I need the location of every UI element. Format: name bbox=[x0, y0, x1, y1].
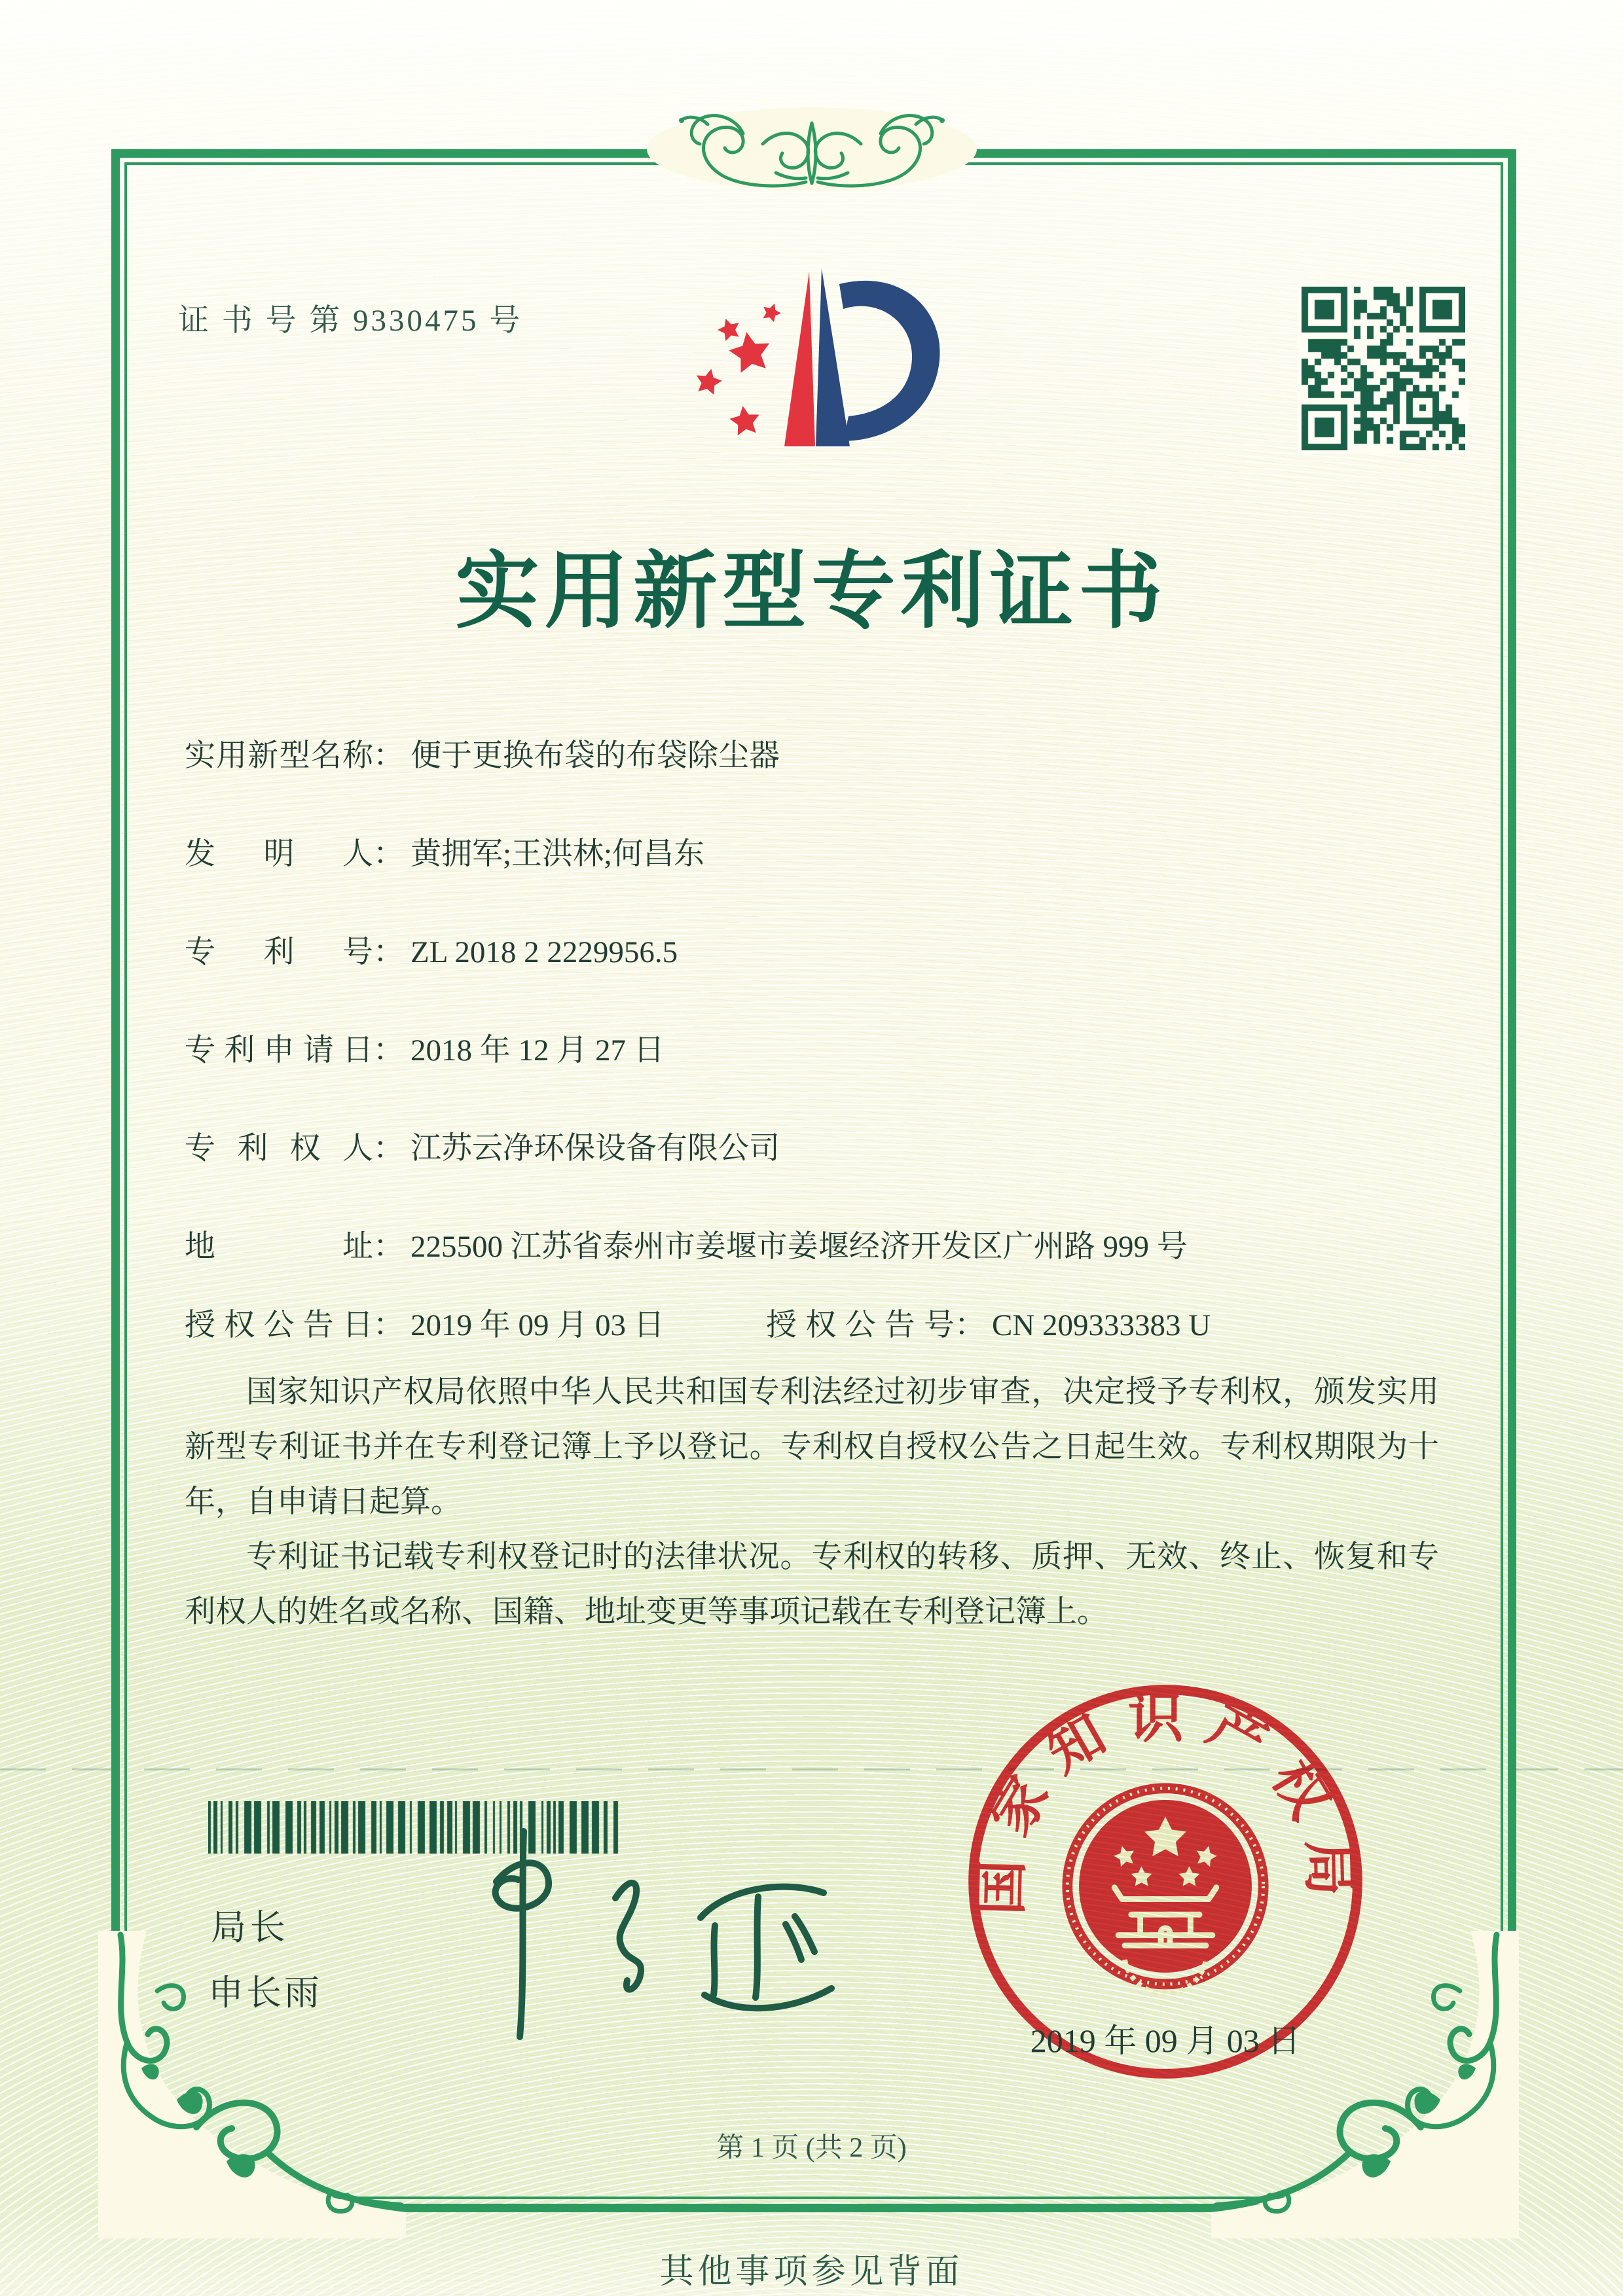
colon: ： bbox=[373, 1308, 404, 1342]
field-row-address bbox=[185, 1222, 1439, 1266]
field-label: 实用新型名称 bbox=[185, 739, 373, 773]
field-value: ZL 2018 2 2229956.5 bbox=[410, 935, 678, 969]
grant-number-pair bbox=[766, 1300, 1211, 1344]
field-value: 便于更换布袋的布袋除尘器 bbox=[410, 739, 780, 773]
field-label: 授权公告号 bbox=[766, 1308, 955, 1342]
cnipa-logo-icon bbox=[680, 250, 961, 466]
field-row-inventors bbox=[185, 829, 1439, 873]
handwritten-signature-icon bbox=[419, 1820, 890, 2055]
field-row-patentee bbox=[185, 1124, 1439, 1168]
field-label: 专利申请日 bbox=[185, 1033, 373, 1067]
seal-date: 2019 年 09 月 03 日 bbox=[1030, 2022, 1301, 2059]
field-value: 2019 年 09 月 03 日 bbox=[410, 1308, 665, 1342]
legal-paragraph: 国家知识产权局依照中华人民共和国专利法经过初步审查，决定授予专利权，颁发实用新型专利证书并在专利登记簿上予以登记。专利权自授权公告之日起生效。专利权期限为十年，自申请日起算。 bbox=[185, 1375, 1439, 1519]
colon: ： bbox=[373, 837, 404, 871]
field-row-name bbox=[185, 731, 1439, 775]
colon: ： bbox=[955, 1308, 985, 1342]
field-row-patent-no bbox=[185, 927, 1439, 971]
legal-text bbox=[185, 1365, 1439, 1640]
national-emblem-icon bbox=[1067, 1788, 1263, 1994]
twin-dragon-ornament-icon bbox=[645, 105, 979, 193]
colon: ： bbox=[373, 1230, 404, 1264]
director-title: 局长 bbox=[211, 1908, 289, 1947]
colon: ： bbox=[373, 1132, 404, 1166]
field-value: 江苏云净环保设备有限公司 bbox=[410, 1132, 780, 1166]
field-label: 发明人 bbox=[185, 837, 373, 871]
field-label: 专利权人 bbox=[185, 1132, 373, 1166]
certificate-title: 实用新型专利证书 bbox=[455, 545, 1168, 638]
field-value: 2018 年 12 月 27 日 bbox=[410, 1033, 665, 1067]
field-label: 授权公告日 bbox=[185, 1308, 373, 1342]
field-row-filing-date bbox=[185, 1026, 1439, 1069]
field-value: 225500 江苏省泰州市姜堰市姜堰经济开发区广州路 999 号 bbox=[410, 1230, 1188, 1264]
field-row-grant bbox=[185, 1300, 1439, 1344]
field-label: 专利号 bbox=[185, 935, 373, 969]
certificate-number: 证 书 号 第 9330475 号 bbox=[178, 304, 523, 338]
qr-code-icon bbox=[1298, 283, 1469, 454]
page-number: 第 1 页 (共 2 页) bbox=[716, 2133, 907, 2163]
field-value: CN 209333383 U bbox=[992, 1308, 1211, 1342]
colon: ： bbox=[373, 1033, 404, 1067]
back-note: 其他事项参见背面 bbox=[659, 2253, 964, 2291]
colon: ： bbox=[373, 739, 404, 773]
director-name: 申长雨 bbox=[208, 1973, 322, 2013]
legal-paragraph: 专利证书记载专利权登记时的法律状况。专利权的转移、质押、无效、终止、恢复和专利权人的姓名或名称、国籍、地址变更等事项记载在专利登记簿上。 bbox=[185, 1540, 1439, 1629]
field-value: 黄拥军;王洪林;何昌东 bbox=[410, 837, 705, 871]
field-label: 地址 bbox=[185, 1230, 373, 1264]
colon: ： bbox=[373, 935, 404, 969]
seal-ring-text: 国家知识产权局 bbox=[971, 1688, 1360, 1916]
